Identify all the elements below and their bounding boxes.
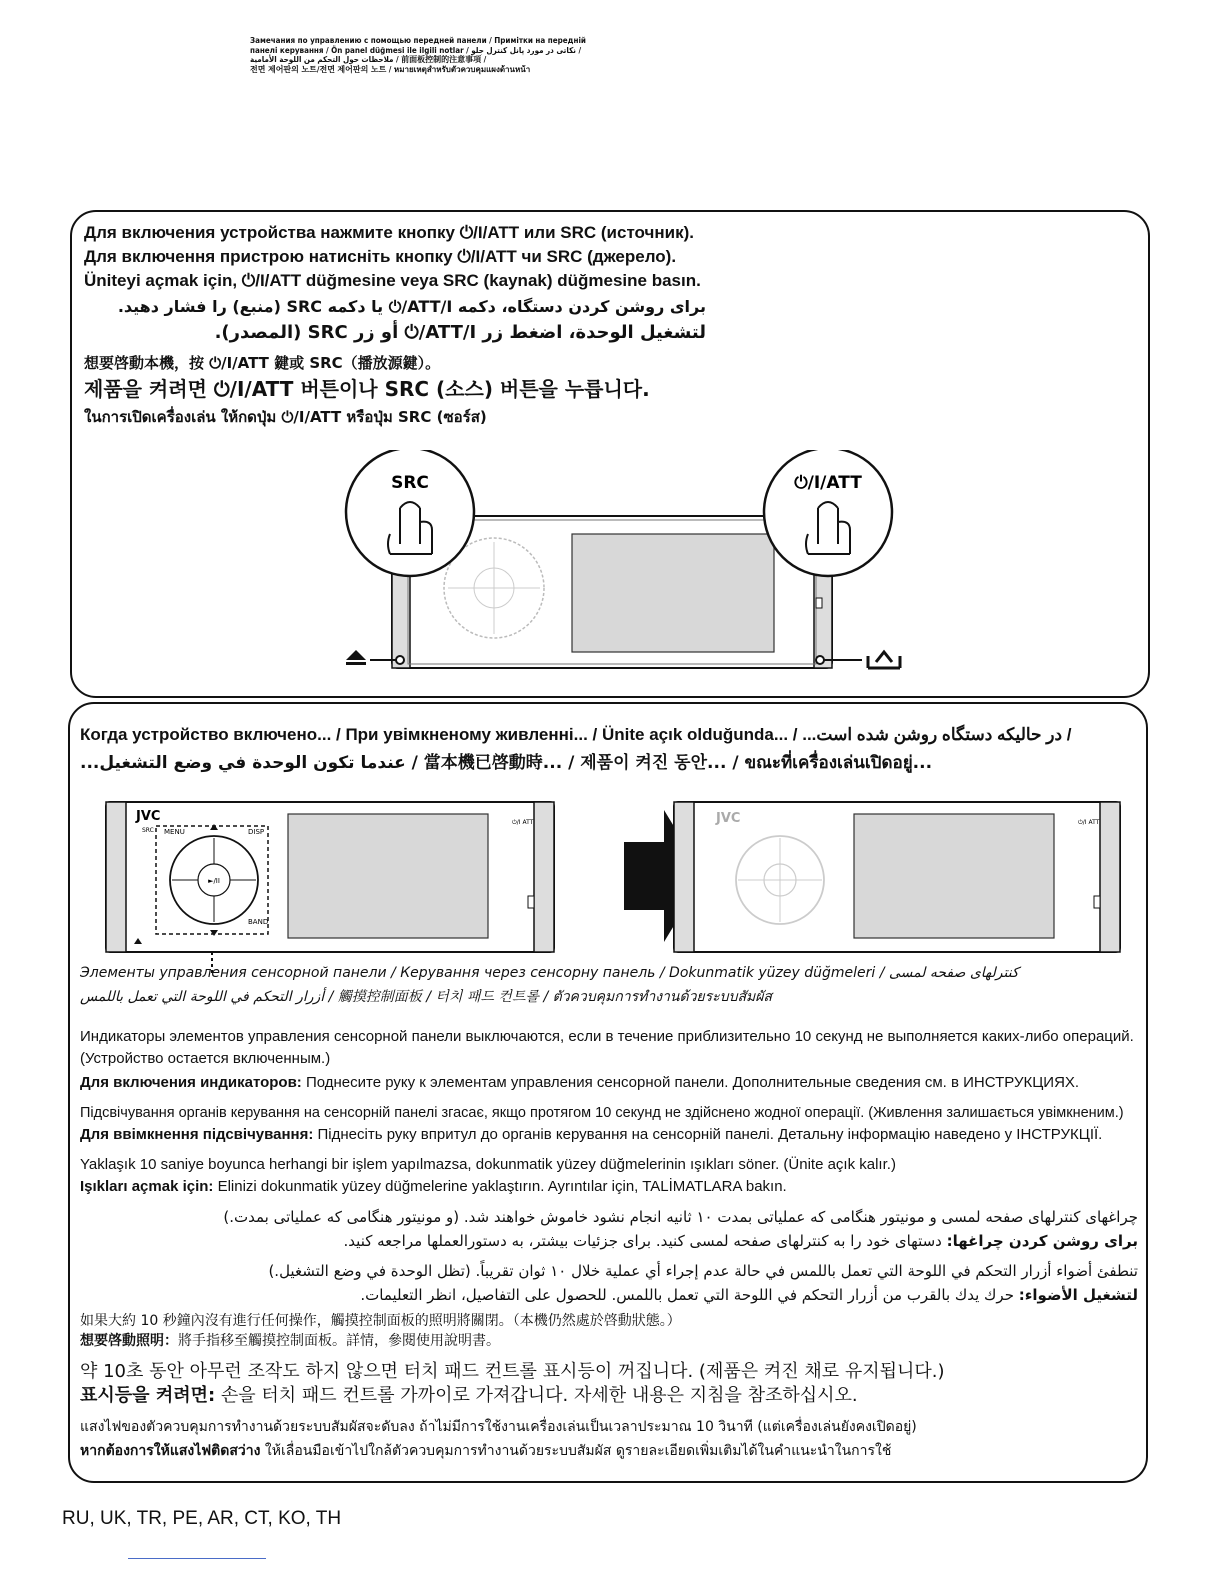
para-pe-1: چراغهای کنترلهای صفحه لمسی و مونیتور هنگامی که عملیاتی بمدت ۱۰ ثانیه انجام نشود خاموش خواهند شد. (و مونیتور هنگامی که عملیاتی بمدت.) (223, 1208, 1138, 1226)
power-on-diagram (342, 450, 912, 678)
para-ar-1: تنطفئ أضواء أزرار التحكم في اللوحة التي تعمل باللمس في حالة عدم إجراء أي عملية خلال ١٠ ثوان تقريباً. (تظل الوحدة في وضع التشغيل.) (268, 1262, 1138, 1280)
para-ru-3-bold: Для включения индикаторов: (80, 1074, 302, 1091)
para-ct-2 (80, 1330, 500, 1352)
power-on-ko: 제품을 켜려면 ⏻/I/ATT 버튼이나 SRC (소스) 버튼을 누릅니다. (84, 377, 650, 401)
para-ct-1: 如果大約 10 秒鐘內沒有進行任何操作，觸摸控制面板的照明將關閉。（本機仍然處於啓動狀態。） (80, 1313, 681, 1329)
para-ct-2-bold: 想要啓動照明： (80, 1333, 178, 1349)
para-th-2 (80, 1440, 891, 1462)
screen-lit (288, 814, 488, 938)
menu-key: MENU (164, 828, 185, 836)
src-label: SRC (391, 473, 429, 493)
power-label: ⏻/I/ATT (794, 473, 862, 493)
screen-dim (854, 814, 1054, 938)
src-key: SRC (142, 827, 154, 834)
play-pause-key: ►/II (208, 877, 220, 885)
para-ru-3 (80, 1072, 1079, 1094)
para-th-2-text: ให้เลื่อนมือเข้าไปใกล้ตัวควบคุมการทำงานด้วยระบบสัมผัส ดูรายละเอียดเพิ่มเติมได้ในคำแนะนำในการใช้ (260, 1443, 892, 1459)
power-on-ct: 想要啓動本機，按 ⏻/I/ATT 鍵或 SRC（播放源鍵）。 (84, 354, 441, 372)
att-key-lit: ⏻/I ATT (512, 819, 534, 826)
power-on-ru: Для включения устройства нажмите кнопку ⏻/I/ATT или SRC (источник). (84, 223, 694, 242)
src-zoom-circle (346, 450, 474, 576)
header-line-2: ...عندما تكون الوحدة في وضع التشغيل / 當本機已啓動時... / 제품이 켜진 동안... / ขณะที่เครื่องเล่นเปิดอยู่... (80, 753, 933, 773)
bottom-rule (128, 1558, 266, 1559)
power-on-uk: Для включення пристрою натисніть кнопку ⏻/I/ATT чи SRC (джерело). (84, 247, 677, 266)
para-ru-1: Индикаторы элементов управления сенсорной панели выключаются, если в течение приблизительно 10 секунд не выполняется каких-либо операций. (80, 1028, 1134, 1045)
para-th-2-bold: หากต้องการให้แสงไฟติดสว่าง (80, 1443, 261, 1459)
para-ar-2 (80, 1284, 1138, 1306)
title-line-2: панелі керування / Ön panel düğmesi ile ilgili notlar / نکاتی در مورد پانل کنترل جلو / (250, 45, 582, 55)
para-tr-2-text: Elinizi dokunmatik yüzey düğmelerine yaklaştırın. Ayrıntılar için, TALİMATLARA bakın. (213, 1178, 787, 1195)
power-on-tr: Üniteyi açmak için, ⏻/I/ATT düğmesine veya SRC (kaynak) düğmesine basın. (84, 271, 701, 290)
caption-line-1: Элементы управления сенсорной панели / Керування через сенсорну панель / Dokunmatik yüzey düğmeleri / کنترلهای صفحه لمسی (80, 965, 1019, 981)
header-line-1: Когда устройство включено... / При увімкненому живленні... / Ünite açık olduğunda... / ...در حالیکه دستگاه روشن شده است / (80, 725, 1072, 744)
power-on-section (70, 210, 1150, 698)
touch-panel-diagram (104, 796, 1124, 1056)
para-ar-2-text: حرك يدك بالقرب من أزرار التحكم في اللوحة التي تعمل باللمس. للحصول على التفاصيل، انظر التعليمات. (360, 1286, 1019, 1304)
language-codes: RU, UK, TR, PE, AR, CT, KO, TH (62, 1508, 342, 1529)
para-uk-2-bold: Для ввімкнення підсвічування: (80, 1126, 314, 1143)
para-ct-2-text: 將手指移至觸摸控制面板。詳情，參閱使用說明書。 (178, 1333, 500, 1349)
power-on-th: ในการเปิดเครื่องเล่น ให้กดปุ่ม ⏻/I/ATT หรือปุ่ม SRC (ซอร์ส) (84, 408, 487, 426)
para-tr-2-bold: Işıkları açmak için: (80, 1178, 214, 1195)
band-key: BAND (248, 918, 269, 926)
para-ko-2-bold: 표시등을 켜려면: (80, 1385, 216, 1406)
para-ko-2 (80, 1384, 858, 1408)
att-key-dim: ⏻/I ATT (1078, 819, 1100, 826)
para-th-1: แสงไฟของตัวควบคุมการทำงานด้วยระบบสัมผัสจะดับลง ถ้าไม่มีการใช้งานเครื่องเล่นเป็นเวลาประมาณ 10 วินาที (แต่เครื่องเล่นยังคงเปิดอยู่) (80, 1419, 917, 1435)
eject-icon (346, 650, 366, 660)
brand-logo: JVC (136, 809, 161, 824)
title-line-3: ملاحظات حول التحكم من اللوحة الأمامية / 前面板控制的注意事項 / (250, 55, 487, 65)
detach-icon (868, 652, 900, 668)
title-line-1: Замечания по управлению с помощью передней панели / Примітки на передній (250, 36, 586, 45)
page-title (250, 36, 1130, 74)
brand-logo-dim: JVC (716, 811, 741, 826)
para-pe-2 (80, 1230, 1138, 1252)
power-on-state-section (68, 702, 1148, 1483)
para-uk-2-text: Піднесіть руку впритул до органів керування на сенсорній панелі. Детальну інформацію наведено у ІНСТРУКЦІЇ. (313, 1126, 1103, 1143)
para-ko-2-text: 손을 터치 패드 컨트롤 가까이로 가져갑니다. 자세한 내용은 지침을 참조하십시오. (215, 1385, 858, 1406)
para-pe-2-bold: برای روشن کردن چراغها: (946, 1232, 1138, 1250)
para-ko-1: 약 10초 동안 아무런 조작도 하지 않으면 터치 패드 컨트롤 표시등이 꺼집니다. (제품은 켜진 채로 유지됩니다.) (80, 1361, 945, 1382)
para-uk-2 (80, 1124, 1102, 1146)
para-pe-2-text: دستهای خود را به کنترلهای صفحه لمسی کنید. برای جزئیات بیشتر، به دستورالعملها مراجعه کنید. (343, 1232, 947, 1250)
slot (816, 598, 822, 608)
para-tr-1: Yaklaşık 10 saniye boyunca herhangi bir işlem yapılmazsa, dokunmatik yüzey düğmelerinin ışıkları söner. (Ünite açık kalır.) (80, 1156, 896, 1173)
power-zoom-circle (764, 450, 892, 576)
disp-key: DISP (248, 828, 265, 836)
para-ar-2-bold: لتشغيل الأضواء: (1018, 1286, 1138, 1304)
para-uk-1: Підсвічування органів керування на сенсорній панелі згасає, якщо протягом 10 секунд не здійснено жодної операції. (Живлення залишається увімкненим.) (80, 1105, 1124, 1121)
title-line-4: 전면 제어판의 노트/전면 제어판의 노트 / หมายเหตุสำหรับตัวควบคุมแผงด้านหน้า (250, 64, 531, 74)
caption-line-2: أزرار التحكم في اللوحة التي تعمل باللمس / 觸摸控制面板 / 터치 패드 컨트롤 / ตัวควบคุมการทำงานด้วยระบบสัมผัส (80, 989, 772, 1005)
display-screen (572, 534, 774, 652)
power-on-pe: برای روشن کردن دستگاه، دکمه ATT/I/⏻ یا دکمه SRC (منبع) را فشار دهید. (117, 297, 706, 316)
para-tr-2 (80, 1176, 787, 1198)
power-on-ar: لتشغيل الوحدة، اضغط زر ATT/I/⏻ أو زر SRC (المصدر). (214, 322, 706, 343)
para-ru-2: (Устройство остается включенным.) (80, 1050, 331, 1067)
para-ru-3-text: Поднесите руку к элементам управления сенсорной панели. Дополнительные сведения см. в ИНСТРУКЦИЯХ. (301, 1074, 1080, 1091)
